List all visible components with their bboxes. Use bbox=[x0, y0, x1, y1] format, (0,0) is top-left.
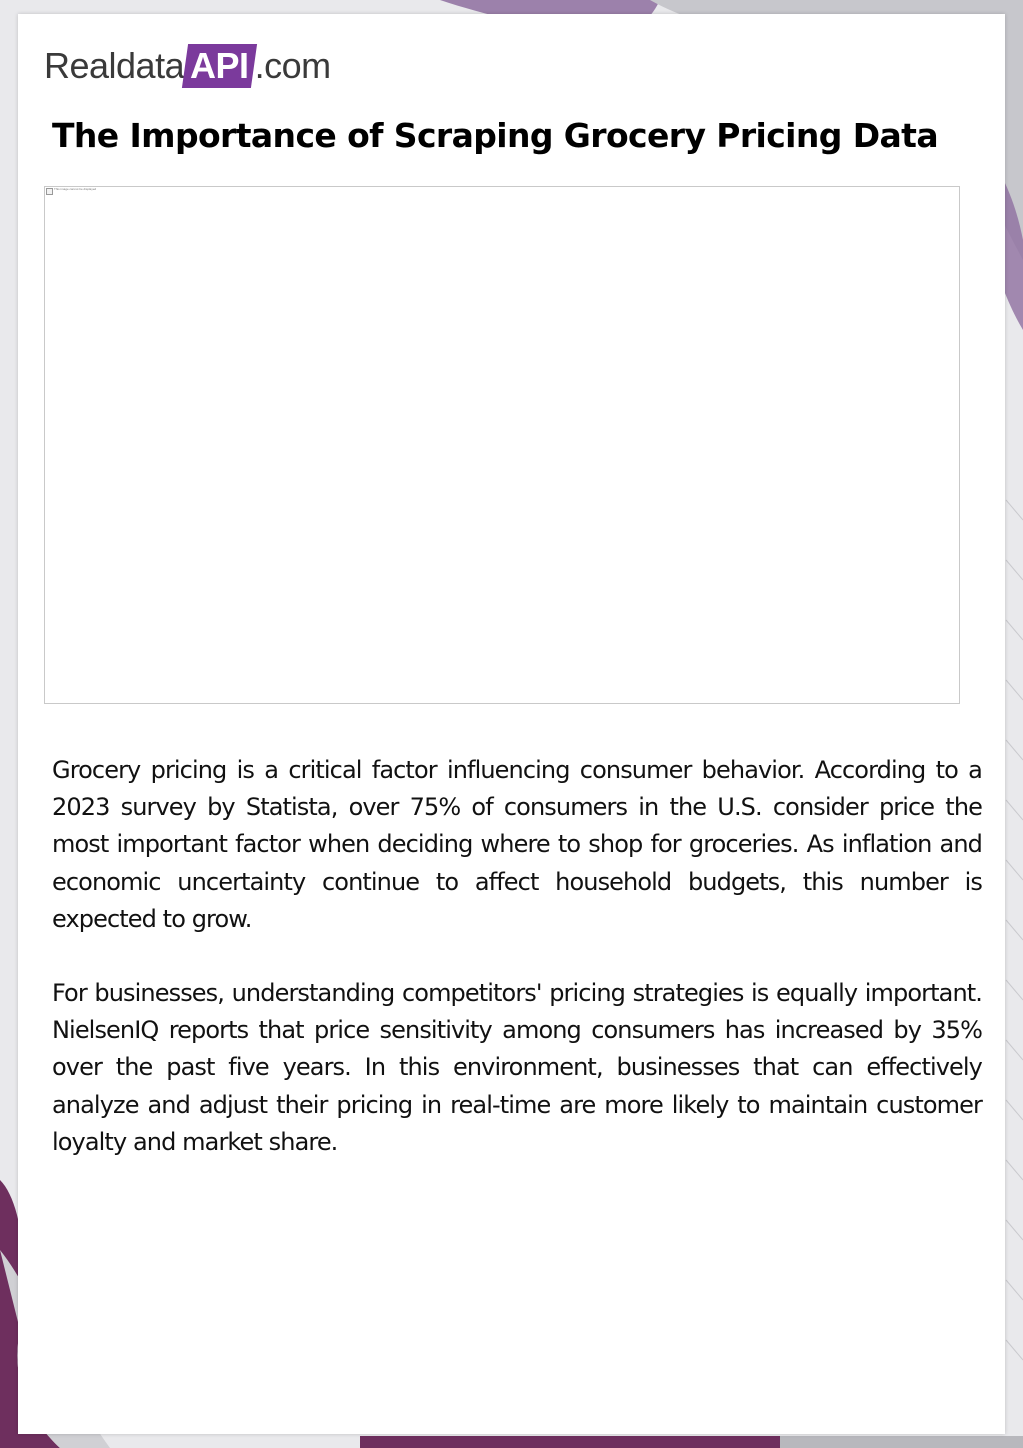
broken-image-placeholder bbox=[44, 186, 960, 704]
body-paragraph-1: Grocery pricing is a critical factor influencing consumer behavior. According to a 2023 survey by Statista, over 75% of consumers in the U.S. consider price the most important factor when deciding where to shop for groceries. As inflation and economic uncertainty continue to affect household budgets, this number is expected to grow. bbox=[52, 756, 982, 933]
logo-api-badge bbox=[182, 44, 257, 88]
broken-image-icon bbox=[46, 188, 53, 195]
image-alt-text: This image cannot be displayed bbox=[54, 187, 97, 191]
realdataapi-logo[interactable] bbox=[44, 40, 331, 92]
body-paragraph-2: For businesses, understanding competitors' pricing strategies is equally important. NielsenIQ reports that price sensitivity among consumers has increased by 35% over the past five years. In this environment, businesses that can effectively analyze and adjust their pricing in real-time are more likely to maintain customer loyalty and market share. bbox=[52, 979, 982, 1156]
page-title: The Importance of Scraping Grocery Pricing Data bbox=[52, 116, 939, 155]
logo-suffix: .com bbox=[254, 45, 331, 86]
logo-api-text: API bbox=[190, 45, 249, 86]
logo-prefix: Realdata bbox=[44, 45, 185, 86]
